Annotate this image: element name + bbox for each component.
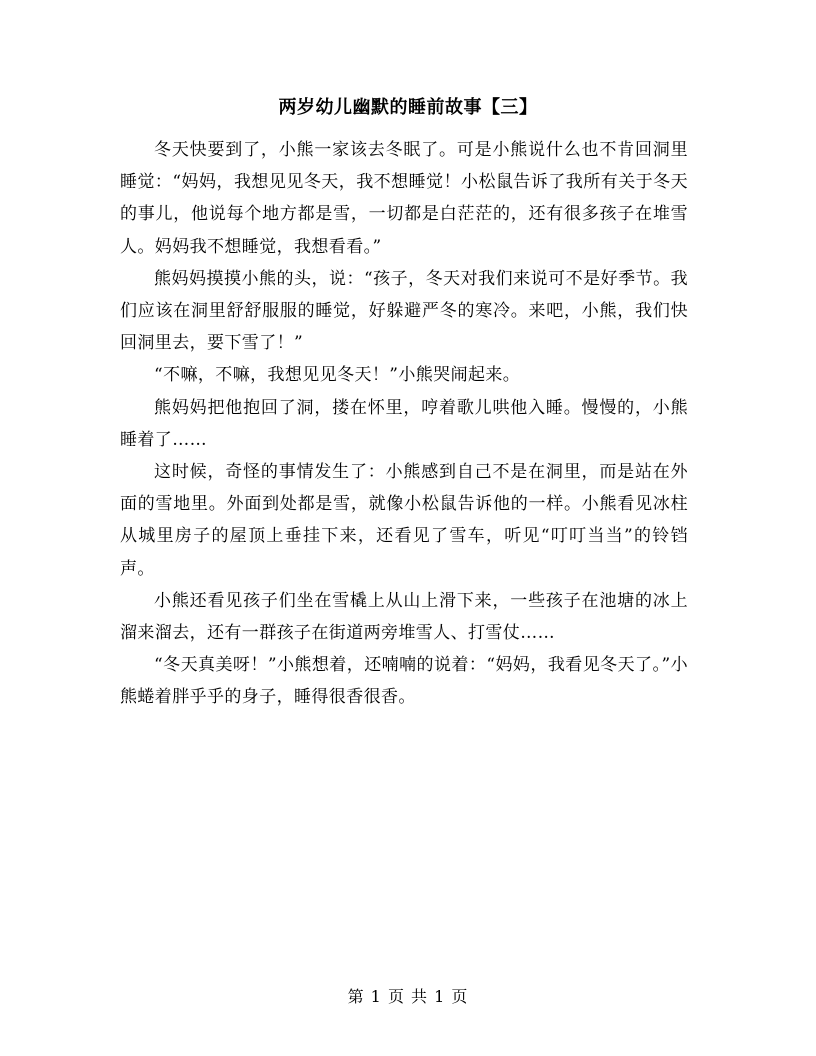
paragraph: 冬天快要到了，小熊一家该去冬眠了。可是小熊说什么也不肯回洞里睡觉：“妈妈，我想见见冬天，我不想睡觉！小松鼠告诉了我所有关于冬天的事儿，他说每个地方都是雪，一切都是白茫茫的，还有很多孩子在堆雪人。妈妈我不想睡觉，我想看看。” [120,140,688,257]
document-body [120,134,688,714]
paragraph: “不嘛，不嘛，我想见见冬天！”小熊哭闹起来。 [154,365,521,386]
paragraph: 熊妈妈摸摸小熊的头，说：“孩子，冬天对我们来说可不是好季节。我们应该在洞里舒舒服服的睡觉，好躲避严冬的寒冷。来吧，小熊，我们快回洞里去，要下雪了！” [120,268,688,354]
page-number-footer: 第 1 页 共 1 页 [347,987,469,1006]
paragraph: “冬天真美呀！”小熊想着，还喃喃的说着：“妈妈，我看见冬天了。”小熊蜷着胖乎乎的身子，睡得很香很香。 [120,655,688,708]
document-title: 两岁幼儿幽默的睡前故事【三】 [278,97,538,118]
paragraph: 这时候，奇怪的事情发生了：小熊感到自己不是在洞里，而是站在外面的雪地里。外面到处都是雪，就像小松鼠告诉他的一样。小熊看见冰柱从城里房子的屋顶上垂挂下来，还看见了雪车，听见“叮叮当当”的铃铛声。 [120,462,688,579]
paragraph: 小熊还看见孩子们坐在雪橇上从山上滑下来，一些孩子在池塘的冰上溜来溜去，还有一群孩子在街道两旁堆雪人、打雪仗…… [120,590,688,644]
paragraph: 熊妈妈把他抱回了洞，搂在怀里，哼着歌儿哄他入睡。慢慢的，小熊睡着了…… [120,397,688,450]
